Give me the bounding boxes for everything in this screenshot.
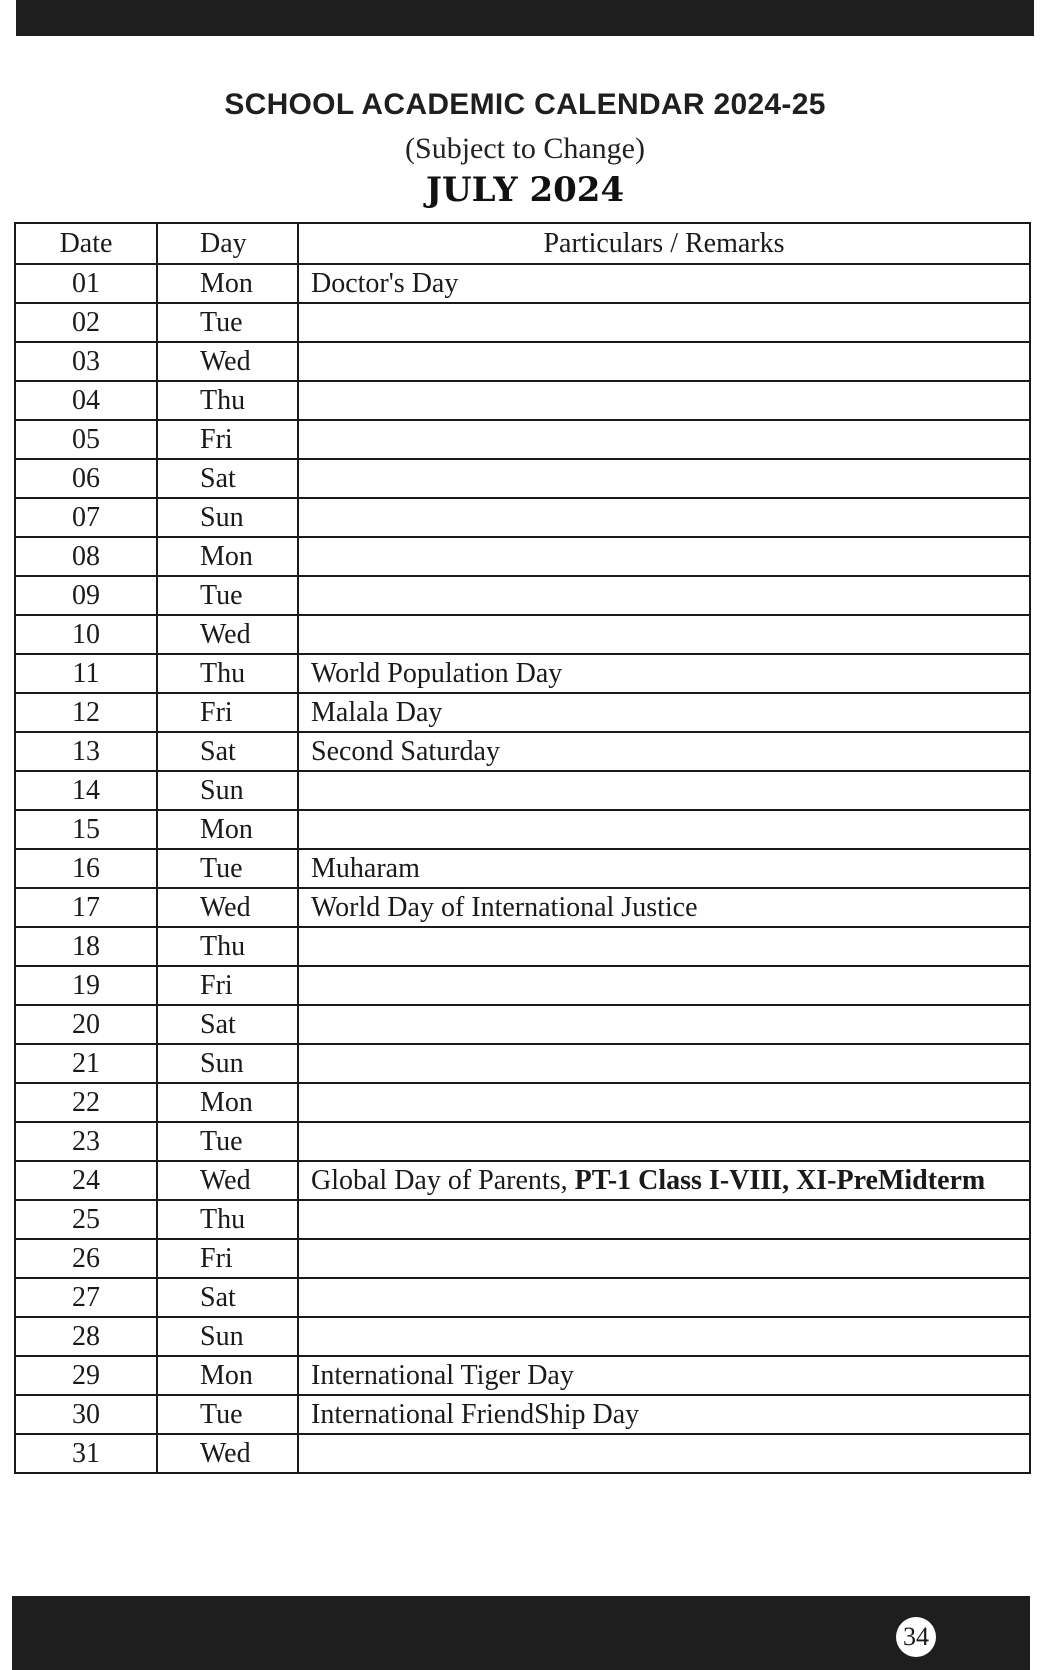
remarks-cell <box>298 966 1030 1005</box>
day-cell: Tue <box>157 576 298 615</box>
date-cell: 20 <box>15 1005 157 1044</box>
day-cell: Wed <box>157 1161 298 1200</box>
table-row <box>15 1083 1030 1122</box>
day-cell: Tue <box>157 1122 298 1161</box>
table-row <box>15 1161 1030 1200</box>
date-cell: 31 <box>15 1434 157 1473</box>
date-cell: 04 <box>15 381 157 420</box>
remarks-cell <box>298 810 1030 849</box>
date-cell: 23 <box>15 1122 157 1161</box>
day-cell: Fri <box>157 420 298 459</box>
date-cell: 01 <box>15 264 157 303</box>
date-cell: 18 <box>15 927 157 966</box>
table-row <box>15 927 1030 966</box>
date-cell: 21 <box>15 1044 157 1083</box>
day-cell: Fri <box>157 966 298 1005</box>
table-row <box>15 537 1030 576</box>
date-cell: 17 <box>15 888 157 927</box>
remark-text: Global Day of Parents, <box>311 1164 575 1196</box>
day-cell: Mon <box>157 264 298 303</box>
remark-text: Second Saturday <box>311 735 500 767</box>
date-cell: 27 <box>15 1278 157 1317</box>
remarks-cell <box>298 576 1030 615</box>
table-row <box>15 732 1030 771</box>
calendar-subtitle: (Subject to Change) <box>405 132 645 165</box>
top-decorative-band <box>16 0 1034 36</box>
table-row <box>15 1122 1030 1161</box>
date-cell: 29 <box>15 1356 157 1395</box>
day-cell: Sun <box>157 771 298 810</box>
day-cell: Sun <box>157 1044 298 1083</box>
remarks-cell <box>298 1122 1030 1161</box>
calendar-title: SCHOOL ACADEMIC CALENDAR 2024-25 <box>224 88 826 121</box>
day-cell: Sat <box>157 732 298 771</box>
remarks-cell <box>298 1278 1030 1317</box>
remarks-cell <box>298 1317 1030 1356</box>
date-cell: 11 <box>15 654 157 693</box>
day-cell: Thu <box>157 1200 298 1239</box>
remark-text: World Population Day <box>311 657 563 689</box>
day-cell: Sat <box>157 1278 298 1317</box>
remark-text: Malala Day <box>311 696 443 728</box>
day-cell: Thu <box>157 654 298 693</box>
table-row <box>15 303 1030 342</box>
table-row <box>15 1395 1030 1434</box>
remarks-cell <box>298 693 1030 732</box>
day-cell: Wed <box>157 888 298 927</box>
date-cell: 02 <box>15 303 157 342</box>
day-cell: Tue <box>157 1395 298 1434</box>
table-row <box>15 1005 1030 1044</box>
date-cell: 30 <box>15 1395 157 1434</box>
day-cell: Mon <box>157 537 298 576</box>
table-row <box>15 693 1030 732</box>
table-row <box>15 381 1030 420</box>
remarks-cell <box>298 498 1030 537</box>
day-cell: Sat <box>157 1005 298 1044</box>
remarks-cell <box>298 1434 1030 1473</box>
date-cell: 22 <box>15 1083 157 1122</box>
date-cell: 19 <box>15 966 157 1005</box>
remarks-cell <box>298 927 1030 966</box>
remark-text: Muharam <box>311 852 420 884</box>
remarks-cell <box>298 1356 1030 1395</box>
remarks-cell <box>298 1200 1030 1239</box>
remarks-cell <box>298 1083 1030 1122</box>
column-header-date: Date <box>15 223 157 264</box>
date-cell: 03 <box>15 342 157 381</box>
remarks-cell <box>298 1005 1030 1044</box>
month-heading: JULY 2024 <box>425 170 625 210</box>
day-cell: Sat <box>157 459 298 498</box>
remarks-cell <box>298 615 1030 654</box>
table-row <box>15 1356 1030 1395</box>
table-row <box>15 966 1030 1005</box>
remarks-cell <box>298 420 1030 459</box>
day-cell: Wed <box>157 342 298 381</box>
table-row <box>15 615 1030 654</box>
remark-text: International FriendShip Day <box>311 1398 640 1430</box>
bottom-decorative-band <box>12 1596 1030 1670</box>
date-cell: 10 <box>15 615 157 654</box>
date-cell: 14 <box>15 771 157 810</box>
table-row <box>15 849 1030 888</box>
remarks-cell <box>298 654 1030 693</box>
table-row <box>15 1200 1030 1239</box>
table-row <box>15 1278 1030 1317</box>
date-cell: 07 <box>15 498 157 537</box>
remark-text: Doctor's Day <box>311 267 459 299</box>
day-cell: Tue <box>157 849 298 888</box>
remarks-cell <box>298 342 1030 381</box>
day-cell: Sun <box>157 498 298 537</box>
remarks-cell <box>298 537 1030 576</box>
table-row <box>15 1044 1030 1083</box>
day-cell: Mon <box>157 1356 298 1395</box>
remarks-cell <box>298 459 1030 498</box>
date-cell: 08 <box>15 537 157 576</box>
day-cell: Mon <box>157 1083 298 1122</box>
date-cell: 05 <box>15 420 157 459</box>
day-cell: Fri <box>157 1239 298 1278</box>
remarks-cell <box>298 732 1030 771</box>
table-row <box>15 576 1030 615</box>
calendar-table <box>14 222 1031 1474</box>
column-header-remarks: Particulars / Remarks <box>298 223 1030 264</box>
calendar-rows <box>15 264 1030 1473</box>
remarks-cell <box>298 1239 1030 1278</box>
remarks-cell <box>298 1044 1030 1083</box>
date-cell: 24 <box>15 1161 157 1200</box>
remarks-cell <box>298 264 1030 303</box>
table-row <box>15 1239 1030 1278</box>
day-cell: Thu <box>157 381 298 420</box>
table-row <box>15 1317 1030 1356</box>
date-cell: 09 <box>15 576 157 615</box>
remarks-cell <box>298 1395 1030 1434</box>
table-row <box>15 810 1030 849</box>
table-row <box>15 654 1030 693</box>
date-cell: 12 <box>15 693 157 732</box>
day-cell: Wed <box>157 1434 298 1473</box>
day-cell: Tue <box>157 303 298 342</box>
table-row <box>15 771 1030 810</box>
date-cell: 25 <box>15 1200 157 1239</box>
day-cell: Wed <box>157 615 298 654</box>
remarks-cell <box>298 303 1030 342</box>
date-cell: 15 <box>15 810 157 849</box>
column-header-day: Day <box>157 223 298 264</box>
table-row <box>15 888 1030 927</box>
day-cell: Fri <box>157 693 298 732</box>
remarks-cell <box>298 381 1030 420</box>
day-cell: Sun <box>157 1317 298 1356</box>
date-cell: 26 <box>15 1239 157 1278</box>
day-cell: Mon <box>157 810 298 849</box>
remark-text: International Tiger Day <box>311 1359 574 1391</box>
table-row <box>15 498 1030 537</box>
date-cell: 16 <box>15 849 157 888</box>
date-cell: 06 <box>15 459 157 498</box>
date-cell: 28 <box>15 1317 157 1356</box>
day-cell: Thu <box>157 927 298 966</box>
table-row <box>15 264 1030 303</box>
page-number-badge: 34 <box>896 1617 936 1657</box>
remarks-cell <box>298 849 1030 888</box>
table-row <box>15 459 1030 498</box>
remarks-cell <box>298 771 1030 810</box>
table-row <box>15 420 1030 459</box>
remarks-cell <box>298 1161 1030 1200</box>
date-cell: 13 <box>15 732 157 771</box>
table-header-row <box>15 223 1030 264</box>
table-row <box>15 342 1030 381</box>
remarks-cell <box>298 888 1030 927</box>
remark-bold-text: PT-1 Class I-VIII, XI-PreMidterm <box>574 1164 986 1196</box>
remark-text: World Day of International Justice <box>311 891 698 923</box>
table-row <box>15 1434 1030 1473</box>
